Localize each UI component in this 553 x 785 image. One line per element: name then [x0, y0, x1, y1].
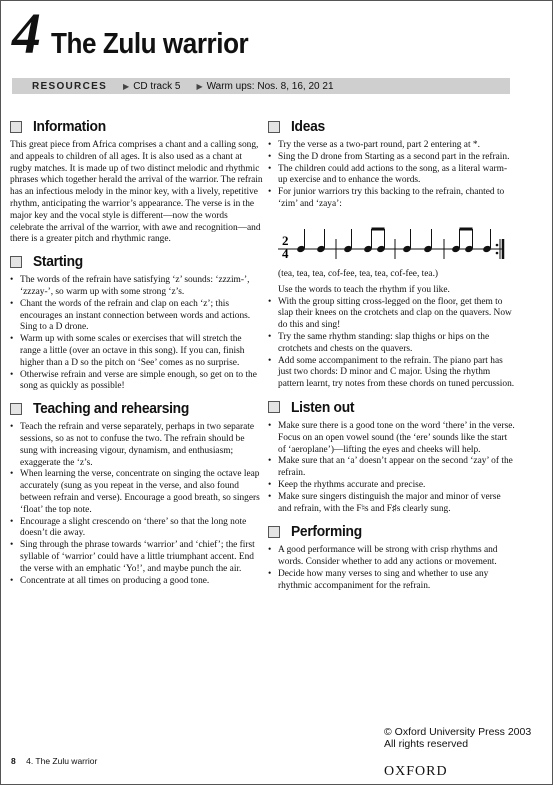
ideas-list — [268, 140, 516, 211]
section-title: Listen out — [291, 398, 355, 416]
list-item: • When learning the verse, concentrate on singing the octave leap accurately (sung as you repeat in the verse, and also found between refrain and verse). Encourage a good breath, so singers ‘float’ the top note. — [10, 469, 263, 516]
list-item: • The words of the refrain have satisfying ‘z’ sounds: ‘zzzim-’, ‘zzzay-’, so warm up with some strong ‘z’s. — [10, 275, 263, 299]
list-item: • For junior warriors try this backing to the refrain, chanted to ‘zim’ and ‘zaya’: — [268, 187, 516, 211]
list-item: • Try the same rhythm standing: slap thighs or hips on the crotchets and chests on the quavers. — [268, 332, 516, 356]
list-item: • Warm up with some scales or exercises that will stretch the range a little (over an octave in this song). If you can, finish higher than a D so the pitch on ‘See’ comes as no surprise. — [10, 334, 263, 369]
page-footer — [11, 756, 97, 766]
list-item: • A good performance will be strong with crisp rhythms and words. Consider whether to add any actions or movement. — [268, 545, 516, 569]
rhythm-notation — [268, 215, 516, 265]
triangle-right-icon: ▶ — [123, 81, 130, 91]
information-text: This great piece from Africa comprises a chant and a calling song, and appeals to children of all ages. It is also used as a chant at rugby matches. It is made up of two distinct melodic and rhythmic phrases which together herald the arrival of the warrior. The refrain has an infectious melody in the minor key, with a lively, repetitive rhythm, anticipating the warrior’s appearance. The verse is in the major key and the vocal style is different—now the words celebrate the arrival of the warrior, with awe and recognition—and there is a greater pitch and rhythmic range. — [10, 140, 263, 245]
section-heading-starting — [10, 253, 263, 270]
time-signature-bottom: 4 — [282, 245, 289, 261]
list-item: • Sing the D drone from Starting as a second part in the refrain. — [268, 152, 516, 164]
list-item: • Teach the refrain and verse separately, perhaps in two separate sessions, so as not to confuse the two. The refrain should be sung with increasing vigour, dynamism, and enthusiasm; exaggerate the ‘z’s. — [10, 422, 263, 469]
performing-list — [268, 545, 516, 592]
list-item: • Make sure there is a good tone on the word ‘there’ in the verse. Focus on an open vowel sound (the ‘ere’ sounds like the start of ‘aeroplane’)—lifting the eyes and cheeks will help. — [268, 421, 516, 456]
right-column — [268, 118, 516, 593]
copyright-line: © Oxford University Press 2003 — [384, 726, 532, 738]
list-item: • Keep the rhythms accurate and precise. — [268, 480, 516, 492]
repeat-dot — [496, 251, 499, 254]
list-item: • Make sure singers distinguish the major and minor of verse and refrain, with the F♮s and F♯s clearly sung. — [268, 492, 516, 516]
left-column — [10, 118, 263, 587]
square-icon — [268, 121, 280, 133]
teaching-list — [10, 422, 263, 587]
rhythm-staff-svg — [268, 215, 516, 265]
section-title: Ideas — [291, 118, 325, 135]
square-icon — [10, 256, 22, 268]
square-icon — [10, 121, 22, 133]
list-item: • Encourage a slight crescendo on ‘there’ so that the long note doesn’t die away. — [10, 517, 263, 541]
resource-warm-ups: Warm ups: Nos. 8, 16, 20 21 — [206, 80, 334, 92]
list-item: • Sing through the phrase towards ‘warrior’ and ‘chief’; the first syllable of ‘warrior’ could have a little triumphant accent. End the verse with an emphatic ‘Yo!’, and maybe punch the air. — [10, 540, 263, 575]
page-number: 8 — [11, 756, 16, 766]
square-icon — [10, 403, 22, 415]
copyright-line: All rights reserved — [384, 738, 469, 750]
listen-out-list — [268, 421, 516, 515]
resource-cd-track: CD track 5 — [133, 80, 181, 92]
page-title: The Zulu warrior — [51, 28, 249, 60]
list-item: • Decide how many verses to sing and whether to use any rhythmic accompaniment for the refrain. — [268, 569, 516, 593]
section-title: Starting — [33, 253, 83, 271]
list-item: • The children could add actions to the song, as a literal warm-up exercise and to enhance the words. — [268, 164, 516, 188]
time-signature-top: 2 — [282, 232, 289, 248]
starting-list — [10, 275, 263, 393]
section-heading-teaching — [10, 400, 263, 417]
publisher-logo: OXFORD — [384, 764, 448, 779]
list-item: • With the group sitting cross-legged on the floor, get them to slap their knees on the crotchets and clap on the quavers. Now do this and sing! — [268, 297, 516, 332]
resources-bar — [12, 78, 510, 94]
square-icon — [268, 526, 280, 538]
list-item: • Chant the words of the refrain and clap on each ‘z’; this encourages an instant connection between words and actions. Sing to a D drone. — [10, 299, 263, 334]
section-title: Performing — [291, 523, 362, 541]
running-footer-title: 4. The Zulu warrior — [26, 756, 98, 766]
section-title: Information — [33, 118, 106, 135]
triangle-right-icon: ▶ — [196, 81, 203, 91]
section-title: Teaching and rehearsing — [33, 400, 189, 418]
repeat-dot — [496, 243, 499, 246]
resources-label: RESOURCES — [32, 80, 108, 92]
rhythm-words: (tea, tea, tea, cof-fee, tea, tea, cof-fee, tea.) — [278, 268, 439, 279]
list-item: • Add some accompaniment to the refrain. The piano part has just two chords: D minor and C major. Using the rhythm pattern learnt, try notes from these chords on tuned percussion. — [268, 356, 516, 391]
page-header — [12, 2, 270, 72]
ideas-after-text: Use the words to teach the rhythm if you like. — [278, 284, 450, 295]
section-heading-listen-out — [268, 399, 516, 416]
ideas-list-continued — [268, 297, 516, 391]
square-icon — [268, 401, 280, 413]
copyright-notice — [384, 726, 531, 750]
section-heading-ideas — [268, 118, 516, 135]
section-heading-information — [10, 118, 263, 135]
list-item: • Make sure that an ‘a’ doesn’t appear on the second ‘zay’ of the refrain. — [268, 456, 516, 480]
list-item: • Otherwise refrain and verse are simple enough, so get on to the song as quickly as possible! — [10, 370, 263, 394]
list-item: • Concentrate at all times on producing a good tone. — [10, 576, 263, 588]
section-heading-performing — [268, 523, 516, 540]
chapter-number: 4 — [12, 1, 41, 66]
list-item: • Try the verse as a two-part round, part 2 entering at *. — [268, 140, 516, 152]
